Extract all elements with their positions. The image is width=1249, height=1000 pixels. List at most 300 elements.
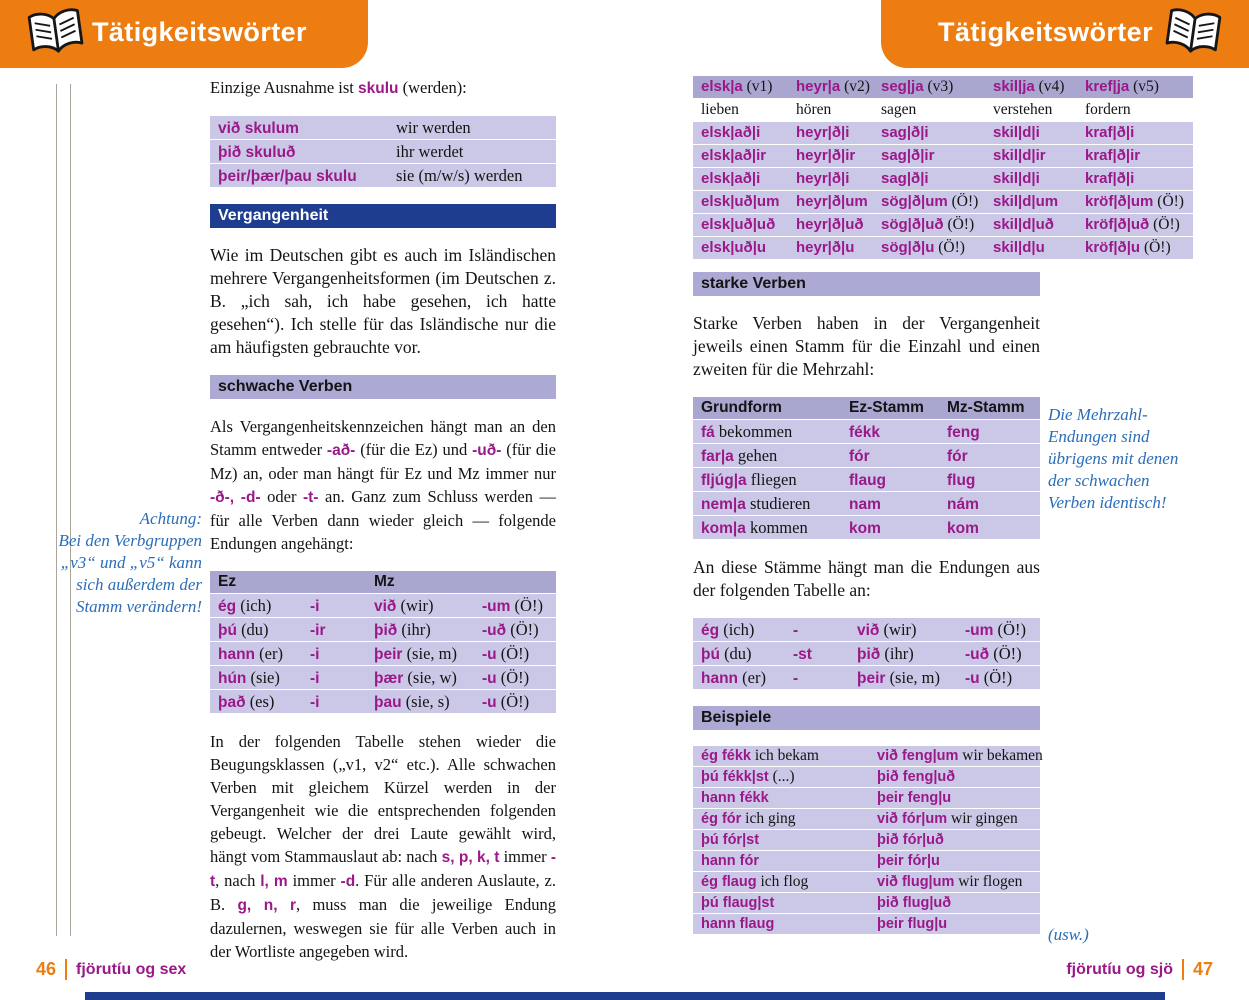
table-cell xyxy=(218,692,310,712)
text-segment: við feng|um xyxy=(877,748,959,764)
table-row xyxy=(693,893,1040,914)
page-footer-right xyxy=(1066,959,1213,980)
table-cell xyxy=(396,166,548,186)
text-segment: l, m xyxy=(260,873,288,890)
table-cell xyxy=(877,873,1032,891)
text-segment: þú xyxy=(701,646,720,663)
text-segment: skil|d|ir xyxy=(993,147,1046,164)
table-cell xyxy=(796,101,881,119)
table-cell xyxy=(218,644,310,664)
table-cell xyxy=(877,768,1032,786)
table-cell xyxy=(482,620,548,640)
text-segment: verstehen xyxy=(993,101,1053,118)
text-segment: (Ö!) xyxy=(979,668,1013,687)
table-cell xyxy=(701,239,796,257)
table-verbgruppen-vergangenheit xyxy=(693,76,1193,260)
table-cell xyxy=(701,620,793,640)
margin-note-body: Bei den Verbgruppen „v3“ und „v5“ kann sich außerdem der Stamm verändern! xyxy=(58,531,202,616)
bottom-edge-bar xyxy=(85,992,1165,1000)
table-cell xyxy=(701,747,877,765)
text-segment: -i xyxy=(310,694,320,711)
text-segment: sag|ð|i xyxy=(881,124,929,141)
table-cell xyxy=(701,915,877,933)
table-cell xyxy=(881,193,993,211)
text-segment: sög|ð|uð xyxy=(881,216,944,233)
table-cell xyxy=(701,147,796,165)
text-segment: (sie) xyxy=(246,668,280,687)
table-cell xyxy=(796,239,881,257)
table-cell xyxy=(1085,193,1185,211)
text-segment: heyr|ð|um xyxy=(796,193,868,210)
text-segment: wir flogen xyxy=(954,873,1023,890)
page-header-left xyxy=(0,0,368,68)
text-segment: þeir fór|u xyxy=(877,853,940,869)
table-cell xyxy=(947,472,1032,490)
table-cell xyxy=(1085,101,1185,119)
text-segment: -u xyxy=(965,670,980,687)
table-cell xyxy=(396,142,548,162)
table-row xyxy=(210,116,556,140)
table-cell xyxy=(701,810,877,828)
text-segment: elsk|uð|uð xyxy=(701,216,776,233)
text-segment: -i xyxy=(310,646,320,663)
table-cell xyxy=(701,101,796,119)
text-segment: skulu xyxy=(358,80,399,97)
table-row xyxy=(693,767,1040,788)
table-cell xyxy=(993,193,1085,211)
text-segment: kom|a xyxy=(701,520,746,537)
text-segment: heyr|ð|i xyxy=(796,170,850,187)
text-segment: skil|d|i xyxy=(993,170,1040,187)
text-segment: -u xyxy=(482,670,497,687)
text-segment: skil|ja xyxy=(993,78,1035,95)
text-segment: sag|ð|i xyxy=(881,170,929,187)
table-cell xyxy=(881,124,993,142)
table-cell xyxy=(374,573,548,591)
text-segment: við xyxy=(374,598,397,615)
table-cell xyxy=(396,118,548,138)
text-segment: (wir) xyxy=(879,620,917,639)
text-segment: Mz xyxy=(374,573,395,590)
table-cell xyxy=(881,147,993,165)
table-row xyxy=(693,872,1040,893)
table-cell xyxy=(1085,124,1185,142)
text-segment: bekommen xyxy=(714,422,793,441)
page-footer-left xyxy=(36,959,186,980)
table-cell xyxy=(849,424,947,442)
table-cell xyxy=(849,520,947,538)
text-segment: (Ö!) xyxy=(1140,239,1171,256)
text-segment: hann flaug xyxy=(701,916,775,932)
text-segment: (ich) xyxy=(236,596,272,615)
paragraph-vergangenheit: Wie im Deutschen gibt es auch im Isländischen mehrere Vergangenheitsformen (im Deutschen z. B. „ich sah, ich habe gesehen, ich hatte gesehen“). Ich stelle für das Isländische nur die am häufigsten gebrauchte vor. xyxy=(210,245,556,357)
text-segment: oder xyxy=(260,487,303,506)
text-segment: (Ö!) xyxy=(1149,216,1180,233)
text-segment: -um xyxy=(965,622,994,639)
page-number-words-left: fjörutíu og sex xyxy=(76,960,187,978)
text-segment: (wir) xyxy=(396,596,434,615)
text-segment: þið fór|uð xyxy=(877,832,944,848)
table-cell xyxy=(701,216,796,234)
table-cell xyxy=(701,78,796,96)
table-row xyxy=(210,594,556,618)
text-segment: (v5) xyxy=(1129,78,1159,95)
text-segment: (für die Mz) an, oder man hängt für Ez und Mz immer nur xyxy=(210,440,556,483)
text-segment: hören xyxy=(796,101,832,118)
text-segment: Ez xyxy=(218,573,237,590)
table-cell xyxy=(881,78,993,96)
table-cell xyxy=(374,644,482,664)
table-cell xyxy=(796,124,881,142)
text-segment: ég xyxy=(218,598,237,615)
text-segment: nem|a xyxy=(701,496,746,513)
table-cell xyxy=(881,216,993,234)
page-number-right: 47 xyxy=(1192,959,1213,979)
table-row xyxy=(210,690,556,714)
text-segment: s, p, k, t xyxy=(441,849,500,866)
table-cell xyxy=(877,789,1032,807)
table-cell xyxy=(947,424,1032,442)
text-segment: heyr|ð|i xyxy=(796,124,850,141)
text-segment: (Ö!) xyxy=(1153,193,1184,210)
text-segment: fór xyxy=(849,448,870,465)
text-segment: g, n, r xyxy=(237,897,297,914)
text-segment: -d xyxy=(340,873,356,890)
footer-divider xyxy=(1182,959,1184,980)
text-segment: gehen xyxy=(733,446,778,465)
text-segment: (v1) xyxy=(742,78,773,95)
text-segment: kraf|ð|i xyxy=(1085,124,1135,141)
table-cell xyxy=(947,520,1032,538)
table-cell xyxy=(881,239,993,257)
table-cell xyxy=(877,831,1032,849)
table-row xyxy=(693,191,1193,214)
table-cell xyxy=(849,472,947,490)
text-segment: elsk|uð|u xyxy=(701,239,767,256)
left-page-content xyxy=(210,76,556,979)
text-segment: (Ö!) xyxy=(496,644,530,663)
table-row xyxy=(210,140,556,164)
table-row xyxy=(693,168,1193,191)
text-segment: þú fór|st xyxy=(701,832,760,848)
text-segment: sie (m/w/s) werden xyxy=(396,166,523,185)
table-row xyxy=(693,809,1040,830)
text-segment: (er) xyxy=(738,668,766,687)
text-segment: , nach xyxy=(215,871,261,890)
text-segment: þið xyxy=(857,646,881,663)
table-cell xyxy=(701,470,849,490)
table-cell xyxy=(793,646,857,664)
table-cell xyxy=(993,147,1085,165)
text-segment: (du) xyxy=(236,620,269,639)
table-cell xyxy=(993,170,1085,188)
table-cell xyxy=(849,448,947,466)
paragraph-beugungsklassen xyxy=(210,730,556,963)
text-segment: við fór|um xyxy=(877,811,948,827)
table-cell xyxy=(701,422,849,442)
text-segment: þær xyxy=(374,670,404,687)
table-cell xyxy=(881,170,993,188)
table-row xyxy=(693,214,1193,237)
text-segment: (sie, s) xyxy=(401,692,450,711)
text-segment: immer xyxy=(287,871,341,890)
text-segment: -uð xyxy=(965,646,990,663)
table-cell xyxy=(374,692,482,712)
text-segment: þið flug|uð xyxy=(877,895,952,911)
text-segment: (es) xyxy=(245,692,275,711)
text-segment: hann fór xyxy=(701,853,759,869)
text-segment: kröf|ð|u xyxy=(1085,239,1141,256)
table-cell xyxy=(993,239,1085,257)
table-row xyxy=(693,492,1040,516)
table-row xyxy=(693,444,1040,468)
text-segment: hann xyxy=(218,646,256,663)
text-segment: studieren xyxy=(745,494,811,513)
table-cell xyxy=(310,646,374,664)
table-cell xyxy=(877,852,1032,870)
table-cell xyxy=(1085,239,1185,257)
section-heading-vergangenheit: Vergangenheit xyxy=(210,204,556,228)
text-segment: elsk|að|i xyxy=(701,124,761,141)
table-row xyxy=(210,618,556,642)
table-cell xyxy=(701,873,877,891)
text-segment: sagen xyxy=(881,101,917,118)
text-segment: fljúg|a xyxy=(701,472,747,489)
text-segment: (ihr) xyxy=(397,620,431,639)
table-cell xyxy=(1085,78,1185,96)
table-row xyxy=(693,618,1040,642)
text-segment: -t xyxy=(210,849,556,890)
text-segment: (Ö!) xyxy=(496,668,530,687)
open-book-icon xyxy=(22,1,89,66)
text-segment: (sie, w) xyxy=(403,668,457,687)
page-number-left: 46 xyxy=(36,959,57,979)
text-segment: heyr|ð|ir xyxy=(796,147,856,164)
table-cell xyxy=(857,620,965,640)
table-row xyxy=(693,397,1040,420)
text-segment: nam xyxy=(849,496,881,513)
text-segment: (sie, m) xyxy=(885,668,940,687)
table-cell xyxy=(374,596,482,616)
text-segment: . Für alle anderen Auslaute, z. B. xyxy=(210,871,556,914)
text-segment: (sie, m) xyxy=(402,644,457,663)
text-segment: kraf|ð|i xyxy=(1085,170,1135,187)
paragraph-starke-verben: Starke Verben haben in der Vergangenheit jeweils einen Stamm für die Einzahl und einen zweiten für die Mehrzahl: xyxy=(693,313,1040,379)
table-row xyxy=(210,642,556,666)
text-segment: flug xyxy=(947,472,976,489)
text-segment: - xyxy=(793,622,799,639)
text-segment: (Ö!) xyxy=(506,620,539,639)
text-segment: (werden): xyxy=(398,78,467,97)
table-cell xyxy=(857,668,965,688)
page-header-right xyxy=(881,0,1249,68)
table-cell xyxy=(374,620,482,640)
text-segment: elsk|að|ir xyxy=(701,147,767,164)
text-segment: þeir xyxy=(374,646,403,663)
margin-note-mehrzahl: Die Mehrzahl-Endungen sind übrigens mit denen der schwachen Verben identisch! xyxy=(1048,405,1179,512)
table-cell xyxy=(701,789,877,807)
table-cell xyxy=(701,124,796,142)
paragraph-schwache-verben xyxy=(210,415,556,555)
text-segment: (Ö!) xyxy=(989,644,1022,663)
section-heading-starke-verben: starke Verben xyxy=(693,272,1040,296)
text-segment: ich flog xyxy=(756,873,809,890)
table-cell xyxy=(701,831,877,849)
text-segment: -um xyxy=(482,598,511,615)
text-segment: far|a xyxy=(701,448,734,465)
table-cell xyxy=(310,670,374,688)
text-segment: heyr|a xyxy=(796,78,841,95)
text-segment: nám xyxy=(947,496,979,513)
table-cell xyxy=(482,596,548,616)
table-cell xyxy=(701,193,796,211)
footer-divider xyxy=(65,959,67,980)
text-segment: -uð xyxy=(482,622,507,639)
table-cell xyxy=(701,446,849,466)
text-segment: ég fór xyxy=(701,811,742,827)
text-segment: ég fékk xyxy=(701,748,751,764)
table-cell xyxy=(947,448,1032,466)
text-segment: kröf|ð|um xyxy=(1085,193,1154,210)
text-segment: wir gingen xyxy=(947,810,1018,827)
margin-note-head: Achtung: xyxy=(139,509,202,528)
table-cell xyxy=(993,101,1085,119)
text-segment: þeir xyxy=(857,670,886,687)
text-segment: (Ö!) xyxy=(993,620,1026,639)
table-cell xyxy=(1085,147,1185,165)
text-segment: þú xyxy=(218,622,237,639)
text-segment: (v3) xyxy=(923,78,954,95)
text-segment: elsk|uð|um xyxy=(701,193,780,210)
text-segment: fá xyxy=(701,424,715,441)
text-segment: wir bekamen xyxy=(958,747,1043,764)
text-segment: (v4) xyxy=(1034,78,1065,95)
text-segment: skil|d|i xyxy=(993,124,1040,141)
table-cell xyxy=(218,596,310,616)
table-cell xyxy=(701,494,849,514)
table-cell xyxy=(701,170,796,188)
text-segment: kref|ja xyxy=(1085,78,1130,95)
text-segment: við xyxy=(857,622,880,639)
table-cell xyxy=(877,810,1032,828)
text-segment: sag|ð|ir xyxy=(881,147,935,164)
text-segment: - xyxy=(793,670,799,687)
text-segment: kraf|ð|ir xyxy=(1085,147,1141,164)
text-segment: (Ö!) xyxy=(934,239,965,256)
table-cell xyxy=(218,168,396,186)
table-row xyxy=(693,122,1193,145)
table-grundform-staemme xyxy=(693,397,1040,540)
text-segment: -u xyxy=(482,694,497,711)
page-number-words-right: fjörutíu og sjö xyxy=(1066,960,1173,978)
text-segment: -ð-, -d- xyxy=(210,489,261,506)
table-row xyxy=(693,914,1040,935)
text-segment: elsk|að|i xyxy=(701,170,761,187)
running-head-title-right: Tätigkeitswörter xyxy=(938,17,1153,47)
text-segment: kommen xyxy=(745,518,808,537)
text-segment: skil|d|uð xyxy=(993,216,1054,233)
text-segment: þú fékk|st xyxy=(701,769,769,785)
text-segment: við skulum xyxy=(218,120,299,137)
table-cell xyxy=(701,768,877,786)
table-row xyxy=(693,788,1040,809)
text-segment: fór xyxy=(947,448,968,465)
table-row xyxy=(693,468,1040,492)
text-segment: flaug xyxy=(849,472,887,489)
table-cell xyxy=(965,620,1032,640)
text-segment: Mz-Stamm xyxy=(947,399,1025,416)
text-segment: heyr|ð|u xyxy=(796,239,855,256)
table-cell xyxy=(218,144,396,162)
text-segment: (er) xyxy=(255,644,283,663)
text-segment: -t- xyxy=(302,489,319,506)
text-segment: -ir xyxy=(310,622,326,639)
table-skulu-conjugation xyxy=(210,116,556,188)
text-segment: (Ö!) xyxy=(943,216,975,233)
table-cell xyxy=(796,78,881,96)
table-cell xyxy=(877,915,1032,933)
text-segment: það xyxy=(218,694,246,711)
table-row xyxy=(693,145,1193,168)
open-book-icon xyxy=(1159,1,1226,66)
text-segment: ég flaug xyxy=(701,874,757,890)
table-cell xyxy=(701,894,877,912)
text-segment: (Ö!) xyxy=(947,193,979,210)
text-segment: -uð- xyxy=(472,442,502,459)
table-cell xyxy=(793,622,857,640)
text-segment: fliegen xyxy=(746,470,797,489)
table-cell xyxy=(965,668,1032,688)
text-segment: sög|ð|um xyxy=(881,193,948,210)
paragraph-skulu-intro xyxy=(210,76,556,100)
table-cell xyxy=(796,170,881,188)
text-segment: Grundform xyxy=(701,399,782,416)
text-segment: (Ö!) xyxy=(496,692,530,711)
table-cell xyxy=(965,644,1032,664)
text-segment: In der folgenden Tabelle stehen wieder die Beugungsklassen („v1, v2“ etc.). Alle schwachen Verben mit gleichem Kürzel werden in der Vergangenheit wie die entsprechenden folgenden gebeugt. Welcher der drei Laute gewählt wird, hängt vom Stammauslaut ab: nach xyxy=(210,732,556,866)
text-segment: (für die Ez) und xyxy=(355,440,473,459)
table-row xyxy=(693,851,1040,872)
text-segment: -að- xyxy=(326,442,356,459)
text-segment: þið feng|uð xyxy=(877,769,956,785)
table-cell xyxy=(849,496,947,514)
text-segment: fékk xyxy=(849,424,881,441)
table-cell xyxy=(993,216,1085,234)
table-cell xyxy=(701,668,793,688)
text-segment: , muss man die jeweilige Endung dazulernen, weswegen sie für alle Verben auch in der Wortliste angegeben wird. xyxy=(210,895,557,961)
table-cell xyxy=(701,852,877,870)
text-segment: kröf|ð|uð xyxy=(1085,216,1150,233)
text-segment: Als Vergangenheitskennzeichen hängt man an den Stamm entweder xyxy=(210,417,556,459)
text-segment: wir werden xyxy=(396,118,471,137)
paragraph-staemme-endungen: An diese Stämme hängt man die Endungen aus der folgenden Tabelle an: xyxy=(693,557,1040,600)
text-segment: kom xyxy=(849,520,881,537)
table-cell xyxy=(796,216,881,234)
table-cell xyxy=(796,147,881,165)
table-cell xyxy=(310,622,374,640)
text-segment: elsk|a xyxy=(701,78,743,95)
table-row xyxy=(693,420,1040,444)
table-starke-endungen xyxy=(693,618,1040,690)
table-cell xyxy=(218,620,310,640)
text-segment: ég xyxy=(701,622,720,639)
table-cell xyxy=(849,399,947,417)
text-segment: immer xyxy=(499,847,551,866)
text-segment: (ihr) xyxy=(880,644,914,663)
text-segment: (Ö!) xyxy=(510,596,543,615)
table-cell xyxy=(482,692,548,712)
text-segment: kom xyxy=(947,520,979,537)
